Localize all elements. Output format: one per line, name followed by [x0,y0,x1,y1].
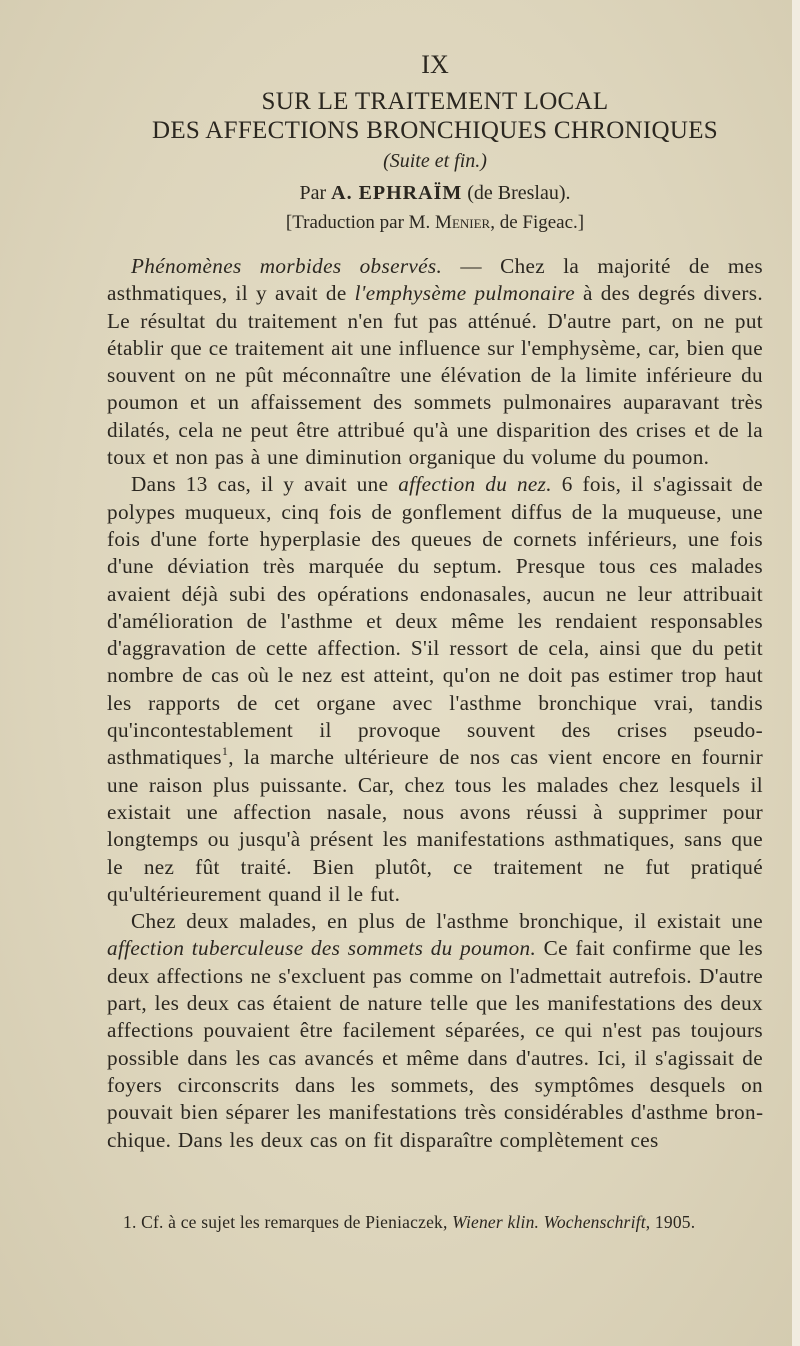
paragraph-1-text-a: — Chez la majorité de mes asthmatiques, il y avait de [107,254,763,306]
author-name: A. EPHRAÏM [331,182,463,204]
title-line-2: DES AFFECTIONS BRONCHIQUES CHRONIQUES [151,117,719,144]
paragraph-1-text-b: à des degrés divers. Le résultat du traitement n'en fut pas atténué. D'autre part, on ne put établir que ce traitement ait une influence sur l'emphysème, car, bien que souvent on ne pût méconnaître une élévation de la limite inférieure du poumon et un affaissement des sommets pulmonaires auparavant très dilatés, cela ne peut être attribué qu'à une disparition des crises et de la toux et non pas à une diminution organique du volume du poumon. [107,281,763,470]
paragraph-2-emphasis: affection du nez. [398,472,552,497]
title-line-1: SUR LE TRAITEMENT LOCAL [261,88,609,115]
paragraph-1-emphasis: l'emphysème pulmonaire [354,281,575,306]
translation-suffix: , de Figeac.] [490,212,585,233]
translation-line [100,212,770,234]
author-line [100,182,770,205]
footnote-reference: 1 [221,744,229,759]
paragraph-2-text-a: Dans 13 cas, il y avait une [131,472,399,497]
section-heading: Phénomènes morbides observés. [131,254,443,278]
footnote-journal: Wiener klin. Wochenschrift [452,1212,646,1232]
paragraph-2-text-b: 6 fois, il s'agissait de polypes muqueux, cinq fois de gonflement diffus de la muqueuse, une fois d'une forte hyperplasie des queues de cornets inférieurs, une fois d'une déviation très marquée du septum. Presque tous ces malades avaient déjà subi des opérations endonasales, aucun ne leur attribuait d'amélioration de l'asthme et deux même les rendaient responsables d'aggravation de cette affection. S'il ressort de cela, ainsi que du petit nombre de cas où le nez est atteint, qu'on ne doit pas estimer trop haut les rapports de cet organe avec l'asthme bronchique vrai, tandis qu'incontestablement il provoque souvent des crises pseudo-asthmatiques [107,472,763,770]
author-affiliation: (de Breslau). [467,182,571,204]
paragraph-2 [107,471,763,908]
paragraph-3-text-b: Ce fait confirme que les deux affections ne s'excluent pas comme on l'admettait autrefois. D'autre part, les deux cas étaient de nature telle que les manifestations des deux affections pouvaient être facilement séparées, ce qui n'est pas toujours possible dans les cas avancés et même dans d'autres. Ici, il s'agissait de foyers circonscrits dans les sommets, des symptômes desquels on pouvait bien séparer les manifestations très considérables d'asthme bronchique. Dans les deux cas on fit disparaître complètement ces [107,936,764,1152]
paragraph-3 [107,908,763,1154]
subtitle: (Suite et fin.) [383,150,487,172]
paragraph-3-emphasis: affection tuberculeuse des sommets du poumon. [107,936,537,961]
footnote-text-a: 1. Cf. à ce sujet les remarques de Pieniaczek, [123,1212,453,1232]
paragraph-3-text-a: Chez deux malades, en plus de l'asthme bronchique, il existait une [131,909,763,934]
translator-name: Menier [435,212,491,233]
author-prefix: Par [299,182,327,204]
footnote-text-b: , 1905. [645,1212,696,1232]
paragraph-2-text-c: , la marche ultérieure de nos cas vient encore en fournir une raison plus puissante. Car, chez tous les malades chez lesquels il existait une affection nasale, nous avons réussi à supprimer pour longtemps ou jusqu'à présent les manifestations asthmatiques, sans que le nez fût traité. Bien plutôt, ce traitement ne fut pratiqué qu'ultérieurement quand il le fut. [107,745,763,906]
translation-prefix: [Traduction par M. [285,212,431,233]
body-text [107,253,763,1154]
page-edge [792,0,800,1346]
paragraph-1 [107,253,763,471]
footnote [107,1211,763,1234]
footnote-1 [107,1211,763,1234]
chapter-number: IX [421,50,449,79]
